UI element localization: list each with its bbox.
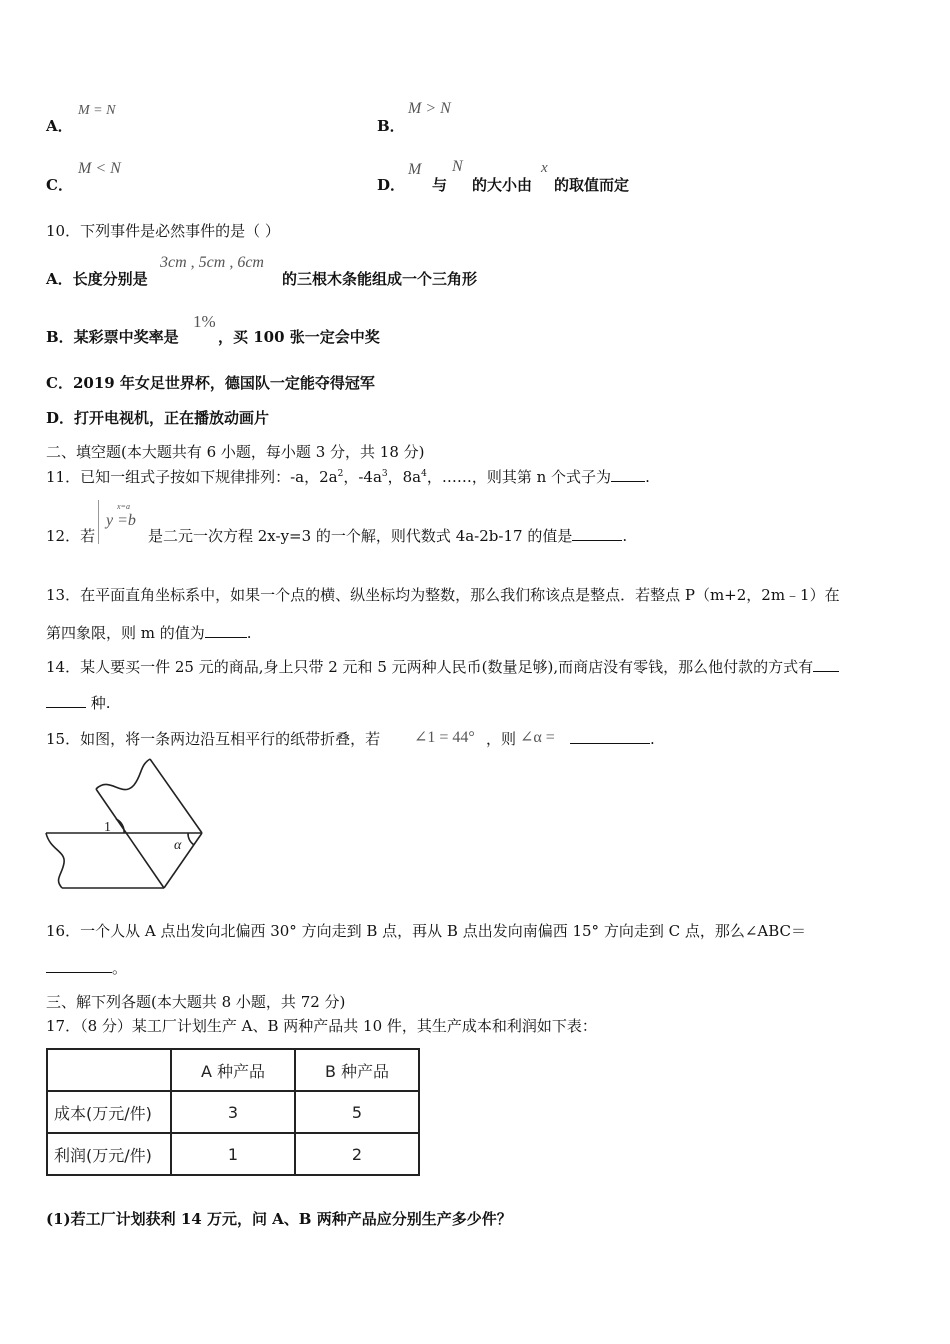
table-row: [47, 1091, 419, 1133]
table-cell-profit-b: 2: [295, 1133, 419, 1175]
section3-heading: 三、解下列各题(本大题共 8 小题，共 72 分): [46, 993, 346, 1011]
q9-option-b: [377, 116, 405, 136]
folded-part-left-edge: [96, 789, 164, 888]
table-row-label-profit: 利润(万元/件): [47, 1133, 171, 1175]
q14-answer-blank-part1[interactable]: [813, 657, 839, 672]
section2-heading: 二、填空题(本大题共有 6 小题，每小题 3 分，共 18 分): [46, 443, 425, 461]
q9-option-a: [46, 116, 73, 136]
q9-option-d-depends: 的取值而定: [554, 176, 630, 194]
q9-option-c-math: M < N: [78, 160, 121, 177]
q16-line2: 。: [46, 958, 127, 978]
q9-option-b-label: B．: [377, 117, 405, 135]
q9-option-b-math: M > N: [408, 100, 451, 117]
q9-option-d-n: N: [452, 158, 463, 175]
q12-answer-blank[interactable]: [572, 526, 622, 541]
q14-line2: 种.: [46, 693, 111, 713]
q11-answer-blank[interactable]: [611, 467, 645, 482]
q17-sub1: (1)若工厂计划获利 14 万元，问 A、B 两种产品应分别生产多少件？: [46, 1210, 512, 1228]
q17-cost-profit-table: [46, 1048, 420, 1176]
q10-option-b-label: B．某彩票中奖率是: [46, 328, 179, 346]
q15-prefix: 15．如图，将一条两边沿互相平行的纸带折叠，若: [46, 730, 381, 748]
table-header-row: [47, 1049, 419, 1091]
angle-1-label: 1: [104, 820, 111, 835]
strip-left-wavy-end: [46, 833, 64, 888]
angle-alpha-label: α: [174, 838, 182, 853]
q13-line2: 第四象限，则 m 的值为 .: [46, 624, 252, 642]
folded-part-wavy-end: [96, 759, 150, 790]
q9-option-d-m: M: [408, 161, 422, 178]
q17-stem: 17．（8 分）某工厂计划生产 A、B 两种产品共 10 件，其生产成本和利润如下表：: [46, 1017, 597, 1035]
table-cell-profit-a: 1: [171, 1133, 295, 1175]
table-cell-cost-b: 5: [295, 1091, 419, 1133]
q10-option-b-math: 1%: [193, 312, 216, 331]
table-row-label-cost: 成本(万元/件): [47, 1091, 171, 1133]
angle-alpha-arc: [188, 833, 194, 845]
q10-option-a-label: A．长度分别是: [46, 270, 148, 288]
table-cell-cost-a: 3: [171, 1091, 295, 1133]
q15-folded-strip-figure: [40, 755, 220, 895]
table-header-empty: [47, 1049, 171, 1091]
q10-option-c: C．2019 年女足世界杯，德国队一定能夺得冠军: [46, 374, 375, 392]
q9-option-c-label: C．: [46, 176, 73, 194]
q12-system-top: x=a: [117, 502, 130, 511]
q10-option-a-math: 3cm , 5cm , 6cm: [160, 254, 264, 271]
q9-option-d-x: x: [541, 160, 548, 176]
q9-option-a-math: M = N: [78, 103, 116, 118]
q11: 11．已知一组式子按如下规律排列：-a，$2a^2$，$-4a^3$，$8a^4$，……，则其第 n 个式子为 .: [46, 468, 650, 486]
folded-part-right-parallel: [150, 759, 202, 833]
q13-line1: 13．在平面直角坐标系中，如果一个点的横、纵坐标均为整数，那么我们称该点是整点．若整点 P（m+2，2m﹣1）在: [46, 586, 840, 604]
q14-answer-blank-part2[interactable]: [46, 693, 86, 708]
q9-option-a-label: A．: [46, 117, 73, 135]
q15-answer: .: [570, 729, 655, 749]
q10-stem: 10．下列事件是必然事件的是（ ）: [46, 222, 280, 240]
q15-answer-blank[interactable]: [570, 729, 650, 744]
q15-angle-expr: ∠1 = 44°: [414, 729, 475, 746]
q9-option-d-label: D．: [377, 176, 406, 194]
q15-mid: ，则: [486, 730, 517, 748]
q9-option-d-and: 与: [432, 176, 448, 194]
table-row: [47, 1133, 419, 1175]
q16-line1: 16．一个人从 A 点出发向北偏西 30° 方向走到 B 点，再从 B 点出发向南偏西 15° 方向走到 C 点，那么∠ABC＝: [46, 922, 807, 940]
q9-option-d-size: 的大小由: [472, 176, 533, 194]
q14-line1: 14．某人要买一件 25 元的商品,身上只带 2 元和 5 元两种人民币(数量足够),而商店没有零钱，那么他付款的方式有: [46, 657, 839, 677]
q10-option-a-tail: 的三根木条能组成一个三角形: [282, 270, 478, 288]
q12-system-brace: [98, 500, 103, 544]
q15-alpha-expr: ∠α =: [520, 729, 555, 746]
table-header-a: A 种产品: [171, 1049, 295, 1091]
folded-part-right-edge: [164, 833, 202, 888]
q10-option-d: D．打开电视机，正在播放动画片: [46, 409, 270, 427]
table-header-b: B 种产品: [295, 1049, 419, 1091]
q13-answer-blank[interactable]: [205, 623, 247, 638]
q12-prefix: 12．若: [46, 527, 96, 545]
q9-option-c: [46, 175, 73, 195]
q10-option-b-tail: ，买 100 张一定会中奖: [218, 328, 380, 346]
q12-system-bottom: y =b: [106, 512, 136, 529]
q16-answer-blank[interactable]: [46, 958, 112, 973]
q12-body: 是二元一次方程 2x-y=3 的一个解，则代数式 4a-2b-17 的值是 .: [148, 527, 628, 545]
